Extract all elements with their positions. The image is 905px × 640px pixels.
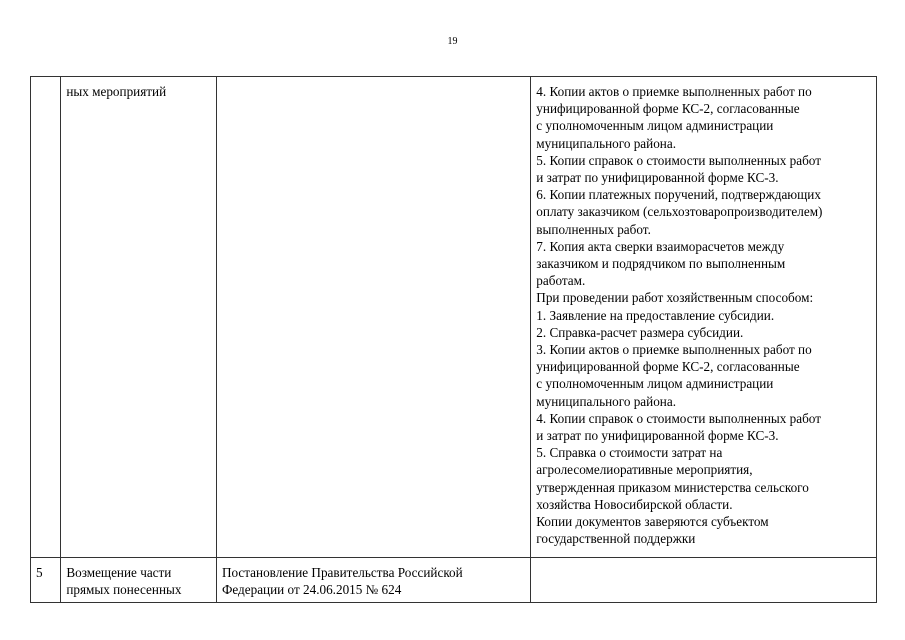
document-list-line: заказчиком и подрядчиком по выполненным	[536, 256, 786, 272]
measure-name-line: Возмещение части	[66, 565, 172, 580]
row-number-cell	[31, 558, 61, 603]
document-list-line: агролесомелиоративные мероприятия,	[536, 462, 753, 478]
document-list-line: 1. Заявление на предоставление субсидии.	[536, 307, 775, 323]
required-documents-cell	[531, 77, 877, 558]
measure-name-line: прямых понесенных	[66, 582, 182, 598]
document-list-line: 3. Копии актов о приемке выполненных работ по	[536, 342, 812, 358]
legal-basis-cell	[216, 558, 530, 603]
document-list-line: муниципального района.	[536, 135, 677, 151]
document-list-line: хозяйства Новосибирской области.	[536, 496, 733, 512]
document-list-line: выполненных работ.	[536, 221, 651, 237]
document-list-line: 6. Копии платежных поручений, подтверждающих	[536, 187, 821, 203]
document-table	[30, 76, 877, 603]
document-list-line: Копии документов заверяются субъектом	[536, 514, 769, 530]
document-list-line: 4. Копии актов о приемке выполненных работ по	[536, 84, 812, 99]
document-list-line: При проведении работ хозяйственным способом:	[536, 290, 814, 306]
document-list-line: 5. Копии справок о стоимости выполненных работ	[536, 152, 821, 168]
row-number-cell	[31, 77, 61, 558]
document-list-line: 4. Копии справок о стоимости выполненных работ	[536, 410, 821, 426]
document-list-line: работам.	[536, 273, 586, 289]
table-row	[31, 558, 877, 603]
required-documents-cell	[531, 558, 877, 603]
document-list-line: муниципального района.	[536, 393, 677, 409]
document-list-line: государственной поддержки	[536, 531, 696, 547]
document-list-line: с уполномоченным лицом администрации	[536, 376, 774, 392]
measure-name-line: ных мероприятий	[66, 84, 167, 99]
document-list-line: с уполномоченным лицом администрации	[536, 118, 774, 134]
page-number: 19	[447, 36, 458, 47]
document-list-line: и затрат по унифицированной форме КС-3.	[536, 170, 779, 186]
document-list-line: 7. Копия акта сверки взаиморасчетов между	[536, 238, 785, 254]
measure-name-cell	[61, 558, 217, 603]
document-list-line: 2. Справка-расчет размера субсидии.	[536, 324, 744, 340]
row-number: 5	[36, 565, 43, 580]
table-row	[31, 77, 877, 558]
document-list-line: и затрат по унифицированной форме КС-3.	[536, 428, 779, 444]
document-list-line: унифицированной форме КС-2, согласованные	[536, 359, 800, 375]
legal-basis-cell	[216, 77, 530, 558]
legal-basis-line: Федерации от 24.06.2015 № 624	[221, 582, 402, 598]
measure-name-cell	[61, 77, 217, 558]
document-list-line: утвержденная приказом министерства сельского	[536, 479, 809, 495]
document-list-line: 5. Справка о стоимости затрат на	[536, 445, 723, 461]
document-list-line: унифицированной форме КС-2, согласованные	[536, 101, 800, 117]
legal-basis-line: Постановление Правительства Российской	[221, 565, 463, 580]
document-list-line: оплату заказчиком (сельхозтоваропроизводителем)	[536, 204, 823, 220]
